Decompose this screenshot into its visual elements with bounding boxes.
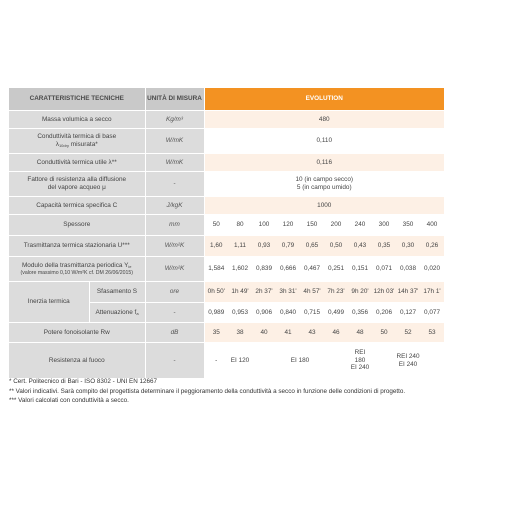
- phase-shift-cell: 3h 31': [276, 282, 300, 303]
- periodic-modulus-cell: 0,020: [420, 257, 444, 282]
- row-label: Trasmittanza termica stazionaria U***: [9, 236, 145, 257]
- fire-resistance-cell: -: [204, 343, 228, 379]
- phase-shift-cell: 9h 20': [348, 282, 372, 303]
- phase-shift-cell: 12h 03': [372, 282, 396, 303]
- lambda-symbol: λ: [55, 141, 59, 148]
- thickness-cell: 100: [252, 215, 276, 236]
- fire-resistance-cell: EI 120: [228, 343, 252, 379]
- attenuation-cell: 0,989: [204, 303, 228, 323]
- transmittance-cell: 0,43: [348, 236, 372, 257]
- row-trasmittanza: [9, 236, 444, 257]
- fire-resistance-cell: EI 180: [252, 343, 348, 379]
- row-capacita: [9, 197, 444, 215]
- periodic-modulus-cell: 0,038: [396, 257, 420, 282]
- sound-insulation-cell: 40: [252, 323, 276, 343]
- value-line-2: 5 (in campo umido): [296, 184, 352, 191]
- row-unit: Kg/m³: [145, 111, 204, 129]
- header-row: [9, 88, 444, 111]
- attenuation-cell: 0,127: [396, 303, 420, 323]
- label-line-1: [9, 262, 145, 270]
- label-line-2: (valore massimo 0,10 W/m²K cf. DM 26/06/2015): [20, 269, 133, 276]
- sound-insulation-cell: 35: [204, 323, 228, 343]
- row-value: 0,116: [204, 154, 444, 172]
- transmittance-cell: 1,11: [228, 236, 252, 257]
- transmittance-cell: 1,60: [204, 236, 228, 257]
- periodic-modulus-cell: 0,071: [372, 257, 396, 282]
- row-unit: -: [145, 343, 204, 379]
- value-line-1: 10 (in campo secco): [295, 176, 354, 184]
- row-unit: -: [145, 172, 204, 197]
- fire-resistance-cell: [348, 343, 372, 379]
- sound-insulation-cell: 43: [300, 323, 324, 343]
- phase-shift-cell: 0h 50': [204, 282, 228, 303]
- row-massa: [9, 111, 444, 129]
- footnote: * Cert. Politecnico di Bari - ISO 8302 - UNI EN 12667: [9, 378, 158, 385]
- row-conduttivita-base: [9, 129, 444, 154]
- thickness-cell: 150: [300, 215, 324, 236]
- row-label: Conduttività termica utile λ**: [9, 154, 145, 172]
- row-sfasamento: [9, 282, 444, 303]
- row-value: 1000: [204, 197, 444, 215]
- sound-insulation-cell: 48: [348, 323, 372, 343]
- label-line-2: del vapore acqueo μ: [47, 184, 106, 191]
- thickness-cell: 200: [324, 215, 348, 236]
- transmittance-cell: 0,35: [372, 236, 396, 257]
- thickness-cell: 300: [372, 215, 396, 236]
- row-potere-fonoisolante: [9, 323, 444, 343]
- row-label: [9, 172, 145, 197]
- row-value: 480: [204, 111, 444, 129]
- thickness-cell: 240: [348, 215, 372, 236]
- row-unit: W/mK: [145, 129, 204, 154]
- transmittance-cell: 0,65: [300, 236, 324, 257]
- transmittance-cell: 0,50: [324, 236, 348, 257]
- thickness-cell: 400: [420, 215, 444, 236]
- periodic-modulus-cell: 1,602: [228, 257, 252, 282]
- row-unit: W/m²K: [145, 236, 204, 257]
- lambda-subscript: 10dry: [58, 143, 69, 148]
- label-text: Attenuazione f: [95, 308, 137, 316]
- row-value: 0,110: [204, 129, 444, 154]
- periodic-modulus-cell: 0,251: [324, 257, 348, 282]
- value-line-2: EI 240: [398, 360, 418, 368]
- phase-shift-cell: 4h 57': [300, 282, 324, 303]
- row-label: Potere fonoisolante Rw: [9, 323, 145, 343]
- row-unit: J/kgK: [145, 197, 204, 215]
- periodic-modulus-cell: 0,666: [276, 257, 300, 282]
- row-label: [9, 129, 145, 154]
- footnote: *** Valori calcolati con conduttività a secco.: [9, 397, 129, 404]
- row-modulo: [9, 257, 444, 282]
- attenuation-cell: 0,499: [324, 303, 348, 323]
- thickness-cell: 50: [204, 215, 228, 236]
- thickness-cell: 120: [276, 215, 300, 236]
- row-unit: -: [145, 303, 204, 323]
- row-unit: mm: [145, 215, 204, 236]
- footnote: ** Valori indicativi. Sarà compito del progettista determinare il peggioramento della conduttività a secco in funzione delle condizioni di progetto.: [9, 387, 406, 395]
- phase-shift-cell: 17h 1': [420, 282, 444, 303]
- row-label: Spessore: [9, 215, 145, 236]
- row-label: [89, 303, 145, 323]
- attenuation-cell: 0,906: [252, 303, 276, 323]
- value-line-1: REI 240: [396, 352, 420, 360]
- phase-shift-cell: 1h 49': [228, 282, 252, 303]
- periodic-modulus-cell: 1,584: [204, 257, 228, 282]
- sound-insulation-cell: 46: [324, 323, 348, 343]
- value-line-3: EI 240: [350, 364, 370, 372]
- attenuation-cell: 0,840: [276, 303, 300, 323]
- sound-insulation-cell: 41: [276, 323, 300, 343]
- sound-insulation-cell: 53: [420, 323, 444, 343]
- sound-insulation-cell: 50: [372, 323, 396, 343]
- row-value: [204, 172, 444, 197]
- thickness-cell: 350: [396, 215, 420, 236]
- thickness-cell: 80: [228, 215, 252, 236]
- header-characteristics: CARATTERISTICHE TECNICHE: [9, 88, 145, 111]
- label-subscript: a: [136, 310, 139, 316]
- transmittance-cell: 0,26: [420, 236, 444, 257]
- periodic-modulus-cell: 0,151: [348, 257, 372, 282]
- row-label: Sfasamento S: [89, 282, 145, 303]
- label-line-1: Conduttività termica di base: [37, 133, 117, 141]
- value-line-1: REI: [354, 348, 366, 356]
- row-label: Resistenza al fuoco: [9, 343, 145, 379]
- periodic-modulus-cell: 0,839: [252, 257, 276, 282]
- row-spessore: [9, 215, 444, 236]
- periodic-modulus-cell: 0,467: [300, 257, 324, 282]
- attenuation-cell: 0,077: [420, 303, 444, 323]
- fire-resistance-cell: [372, 343, 444, 379]
- phase-shift-cell: 2h 37': [252, 282, 276, 303]
- footnotes: [9, 377, 503, 406]
- label-line-1: Fattore di resistenza alla diffusione: [27, 176, 127, 184]
- phase-shift-cell: 7h 23': [324, 282, 348, 303]
- row-unit: ore: [145, 282, 204, 303]
- header-evolution: EVOLUTION: [204, 88, 444, 111]
- transmittance-cell: 0,30: [396, 236, 420, 257]
- row-label: Capacità termica specifica C: [9, 197, 145, 215]
- row-resistenza-fuoco: [9, 343, 444, 379]
- transmittance-cell: 0,79: [276, 236, 300, 257]
- sound-insulation-cell: 52: [396, 323, 420, 343]
- label-line-2-suffix: misurata*: [68, 141, 98, 148]
- row-unit: dB: [145, 323, 204, 343]
- sound-insulation-cell: 38: [228, 323, 252, 343]
- attenuation-cell: 0,356: [348, 303, 372, 323]
- row-label: [9, 257, 145, 282]
- phase-shift-cell: 14h 37': [396, 282, 420, 303]
- label-line-2: [9, 141, 145, 149]
- row-resistenza-vapore: [9, 172, 444, 197]
- transmittance-cell: 0,93: [252, 236, 276, 257]
- label-subscript: ie: [128, 264, 132, 270]
- inertia-group-label: Inerzia termica: [9, 282, 89, 323]
- row-conduttivita-utile: [9, 154, 444, 172]
- label-line-1-text: Modulo della trasmittanza periodica Y: [21, 262, 129, 270]
- row-label: Massa volumica a secco: [9, 111, 145, 129]
- attenuation-cell: 0,206: [372, 303, 396, 323]
- attenuation-cell: 0,715: [300, 303, 324, 323]
- header-unit: UNITÀ DI MISURA: [145, 88, 204, 111]
- row-unit: W/m²K: [145, 257, 204, 282]
- technical-specs-table: [9, 88, 444, 379]
- value-line-2: 180: [354, 356, 366, 364]
- attenuation-cell: 0,953: [228, 303, 252, 323]
- row-unit: W/mK: [145, 154, 204, 172]
